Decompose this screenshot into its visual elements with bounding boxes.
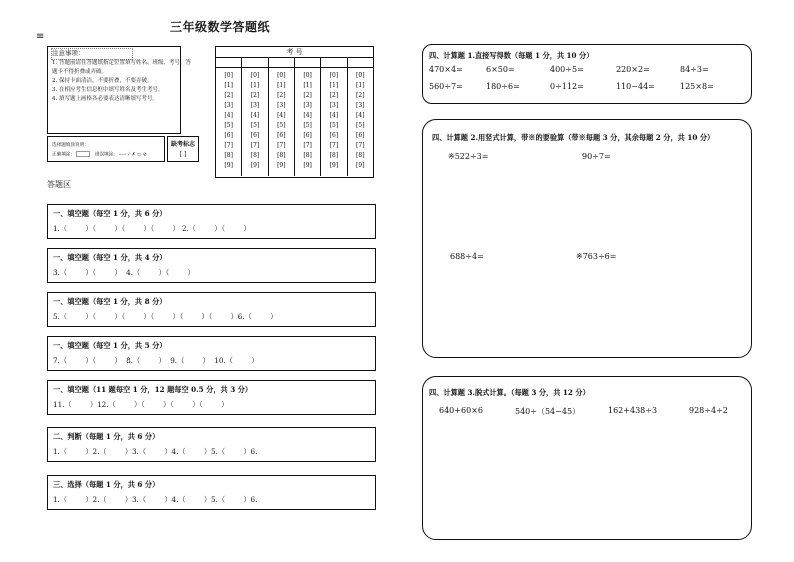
id-digit-bubble[interactable]: [1] bbox=[356, 82, 365, 89]
id-digit-bubble[interactable]: [0] bbox=[329, 72, 339, 79]
menu-icon[interactable]: ≡ bbox=[36, 31, 45, 42]
absent-mark-checkbox[interactable]: [ ] bbox=[179, 151, 187, 158]
notes-heading: 注意事项： bbox=[52, 49, 85, 57]
calc-item: 6×50= bbox=[486, 65, 515, 74]
answer-line[interactable]: 1.（ ）2.（ ）3.（ ）4.（ ）5.（ ）6. bbox=[53, 447, 258, 456]
absent-mark-label: 缺考标志 bbox=[170, 141, 195, 148]
fill-blank-section-3 bbox=[47, 292, 376, 327]
id-digit-bubble[interactable]: [2] bbox=[303, 92, 312, 99]
id-digit-bubble[interactable]: [2] bbox=[356, 92, 365, 99]
id-digit-bubble[interactable]: [4] bbox=[356, 112, 365, 119]
id-digit-bubble[interactable]: [0] bbox=[224, 72, 233, 79]
id-digit-bubble[interactable]: [6] bbox=[329, 132, 339, 139]
id-digit-bubble[interactable]: [1] bbox=[277, 82, 286, 89]
id-digit-bubble[interactable]: [9] bbox=[356, 162, 365, 169]
id-digit-bubble[interactable]: [7] bbox=[303, 142, 312, 149]
calc-item: 84÷3= bbox=[680, 65, 709, 74]
id-digit-bubble[interactable]: [9] bbox=[224, 162, 233, 169]
calc-item: 540÷（54−45） bbox=[515, 407, 581, 416]
calc-item: 0÷112= bbox=[550, 82, 584, 91]
id-digit-bubble[interactable]: [2] bbox=[250, 92, 260, 99]
id-digit-bubble[interactable]: [5] bbox=[250, 122, 260, 129]
calc-item: 220×2= bbox=[616, 65, 650, 74]
id-write-cell[interactable] bbox=[295, 58, 321, 67]
id-digit-bubble[interactable]: [6] bbox=[303, 132, 312, 139]
student-id-bubble-columns bbox=[216, 68, 373, 176]
calc-item: 400÷5= bbox=[550, 65, 584, 74]
wrong-fill-label: 错误填涂： bbox=[94, 152, 118, 158]
section-title: 一、填空题（每空 1 分，共 6 分） bbox=[53, 209, 167, 218]
page-title: 三年级数学答题纸 bbox=[170, 20, 271, 34]
id-digit-bubble[interactable]: [8] bbox=[303, 152, 312, 159]
answer-area-label: 答题区 bbox=[47, 180, 71, 189]
id-write-cell[interactable] bbox=[321, 58, 347, 67]
section-title: 一、填空题（11 题每空 1 分，12 题每空 0.5 分，共 3 分） bbox=[53, 385, 253, 394]
calc-item: 928÷4÷2 bbox=[689, 406, 728, 415]
id-digit-bubble[interactable]: [9] bbox=[329, 162, 339, 169]
id-digit-bubble[interactable]: [0] bbox=[277, 72, 286, 79]
id-digit-bubble[interactable]: [5] bbox=[277, 122, 286, 129]
id-digit-bubble[interactable]: [3] bbox=[329, 102, 339, 109]
calc-item: 110−44= bbox=[616, 82, 655, 91]
id-digit-bubble[interactable]: [9] bbox=[303, 162, 312, 169]
id-write-cell[interactable] bbox=[242, 58, 268, 67]
id-digit-bubble[interactable]: [0] bbox=[250, 72, 260, 79]
id-digit-bubble[interactable]: [3] bbox=[250, 102, 260, 109]
id-digit-bubble[interactable]: [5] bbox=[329, 122, 339, 129]
id-digit-bubble[interactable]: [0] bbox=[356, 72, 365, 79]
fill-instructions-title: 选择题填涂说明： bbox=[52, 143, 89, 148]
section-title: 四、计算题 2.用竖式计算，带※的要验算（带※每题 3 分，其余每题 2 分，共 10 分） bbox=[432, 133, 715, 142]
calc-item: 162+438÷3 bbox=[608, 406, 658, 415]
fill-instructions-examples bbox=[52, 151, 147, 158]
id-digit-bubble[interactable]: [4] bbox=[250, 112, 260, 119]
id-digit-bubble[interactable]: [8] bbox=[329, 152, 339, 159]
id-digit-bubble[interactable]: [4] bbox=[329, 112, 339, 119]
id-digit-bubble[interactable]: [3] bbox=[224, 102, 233, 109]
id-digit-bubble[interactable]: [9] bbox=[250, 162, 260, 169]
notes-item: 3. 在相应考生信息框中填写姓名及考生考号。 bbox=[52, 87, 164, 93]
calc-item: 125×8= bbox=[680, 82, 714, 91]
student-id-header: 考 号 bbox=[216, 47, 373, 58]
answer-line[interactable]: 1.（ ）（ ）（ ）（ ） 2.（ ）（ ） bbox=[53, 224, 251, 233]
section-title: 一、填空题（每空 1 分，共 8 分） bbox=[53, 297, 167, 306]
id-digit-bubble[interactable]: [5] bbox=[224, 122, 233, 129]
section-title: 一、填空题（每空 1 分，共 4 分） bbox=[53, 253, 167, 262]
answer-line[interactable]: 11.（ ）12.（ ）（ ）（ ）（ ） bbox=[53, 400, 229, 409]
id-digit-bubble[interactable]: [3] bbox=[277, 102, 286, 109]
notes-item: 1. 答题前请在答题纸指定位置填写姓名、班级、考号，答 bbox=[52, 60, 191, 66]
calc-item: 560÷7= bbox=[429, 82, 463, 91]
id-digit-bubble[interactable]: [8] bbox=[250, 152, 260, 159]
id-digit-bubble[interactable]: [9] bbox=[277, 162, 286, 169]
calc-item: 640+60×6 bbox=[439, 406, 483, 415]
id-write-cell[interactable] bbox=[269, 58, 295, 67]
section-title: 四、计算题 3.脱式计算。（每题 3 分，共 12 分） bbox=[429, 388, 590, 397]
true-false-section bbox=[47, 427, 376, 462]
calc-item: 90÷7= bbox=[582, 152, 611, 161]
id-digit-bubble[interactable]: [3] bbox=[356, 102, 365, 109]
section-title: 二、判断（每题 1 分，共 6 分） bbox=[53, 432, 160, 441]
id-digit-bubble[interactable]: [8] bbox=[224, 152, 233, 159]
calc-item: 180÷6= bbox=[486, 82, 520, 91]
id-digit-bubble[interactable]: [3] bbox=[303, 102, 312, 109]
id-digit-bubble[interactable]: [2] bbox=[277, 92, 286, 99]
correct-fill-sample bbox=[76, 151, 90, 157]
vertical-calculation-section bbox=[422, 119, 752, 358]
student-id-grid bbox=[215, 46, 374, 178]
fill-blank-section-1 bbox=[47, 204, 376, 239]
calc-item: ※763÷6= bbox=[576, 252, 617, 261]
id-digit-column bbox=[216, 68, 242, 176]
id-digit-bubble[interactable]: [5] bbox=[303, 122, 312, 129]
id-digit-column bbox=[269, 68, 295, 176]
notes-box bbox=[47, 46, 191, 134]
answer-line[interactable]: 5.（ ）（ ）（ ）（ ）（ ）（ ）6.（ ） bbox=[53, 312, 278, 321]
id-digit-bubble[interactable]: [1] bbox=[224, 82, 233, 89]
id-digit-bubble[interactable]: [6] bbox=[356, 132, 365, 139]
id-digit-column bbox=[295, 68, 321, 176]
fill-instructions-box bbox=[47, 136, 165, 162]
calc-item: ※522÷3= bbox=[448, 152, 489, 161]
id-digit-bubble[interactable]: [7] bbox=[329, 142, 339, 149]
id-digit-bubble[interactable]: [7] bbox=[356, 142, 365, 149]
correct-fill-label: 正确填涂： bbox=[52, 152, 75, 158]
id-digit-bubble[interactable]: [8] bbox=[277, 152, 286, 159]
id-digit-bubble[interactable]: [0] bbox=[303, 72, 312, 79]
id-digit-bubble[interactable]: [7] bbox=[277, 142, 286, 149]
multiple-choice-section bbox=[47, 475, 376, 510]
id-digit-bubble[interactable]: [2] bbox=[329, 92, 339, 99]
section-title: 一、填空题（每空 1 分，共 5 分） bbox=[53, 341, 167, 350]
answer-line[interactable]: 3.（ ）（ ） 4.（ ）（ ） bbox=[53, 268, 195, 277]
section-title: 四、计算题 1.直接写得数（每题 1 分，共 10 分） bbox=[429, 51, 594, 60]
fill-blank-section-5 bbox=[47, 380, 376, 415]
id-digit-bubble[interactable]: [1] bbox=[329, 82, 339, 89]
id-digit-bubble[interactable]: [7] bbox=[224, 142, 233, 149]
id-write-cell[interactable] bbox=[348, 58, 373, 67]
notes-list bbox=[52, 59, 191, 104]
absent-mark-box bbox=[167, 136, 199, 162]
id-digit-bubble[interactable]: [4] bbox=[277, 112, 286, 119]
calc-item: 688÷4= bbox=[450, 252, 484, 261]
answer-line[interactable]: 7.（ ）（ ） 8.（ ） 9.（ ） 10.（ ） bbox=[53, 356, 259, 365]
calc-item: 470×4= bbox=[429, 65, 463, 74]
id-digit-column bbox=[321, 68, 347, 176]
notes-item: 题卡不得折叠或弄破。 bbox=[52, 69, 108, 75]
id-digit-bubble[interactable]: [4] bbox=[224, 112, 233, 119]
direct-calculation-section bbox=[422, 44, 752, 104]
id-digit-column bbox=[242, 68, 268, 176]
id-digit-bubble[interactable]: [5] bbox=[356, 122, 365, 129]
id-digit-bubble[interactable]: [6] bbox=[224, 132, 233, 139]
wrong-fill-marks: ⟷ ✓ ✗ ▭ ⊘ bbox=[119, 152, 147, 158]
id-digit-column bbox=[348, 68, 373, 176]
notes-item: 2. 保持卡面清洁，不要折叠，不要弄破。 bbox=[52, 78, 153, 84]
id-digit-bubble[interactable]: [6] bbox=[250, 132, 260, 139]
student-id-write-row bbox=[216, 58, 373, 68]
id-digit-bubble[interactable]: [6] bbox=[277, 132, 286, 139]
id-digit-bubble[interactable]: [4] bbox=[303, 112, 312, 119]
id-digit-bubble[interactable]: [1] bbox=[303, 82, 312, 89]
id-digit-bubble[interactable]: [8] bbox=[356, 152, 365, 159]
notes-item: 4. 填写题上画格各必要表达清晰填写考号。 bbox=[52, 96, 158, 102]
fill-blank-section-4 bbox=[47, 336, 376, 371]
id-digit-bubble[interactable]: [1] bbox=[250, 82, 260, 89]
id-digit-bubble[interactable]: [7] bbox=[250, 142, 260, 149]
section-title: 三、选择（每题 1 分，共 6 分） bbox=[53, 480, 160, 489]
answer-line[interactable]: 1.（ ）2.（ ）3.（ ）4.（ ）5.（ ）6. bbox=[53, 495, 258, 504]
stepwise-calculation-section bbox=[422, 376, 752, 540]
id-write-cell[interactable] bbox=[216, 58, 242, 67]
id-digit-bubble[interactable]: [2] bbox=[224, 92, 233, 99]
fill-blank-section-2 bbox=[47, 248, 376, 283]
